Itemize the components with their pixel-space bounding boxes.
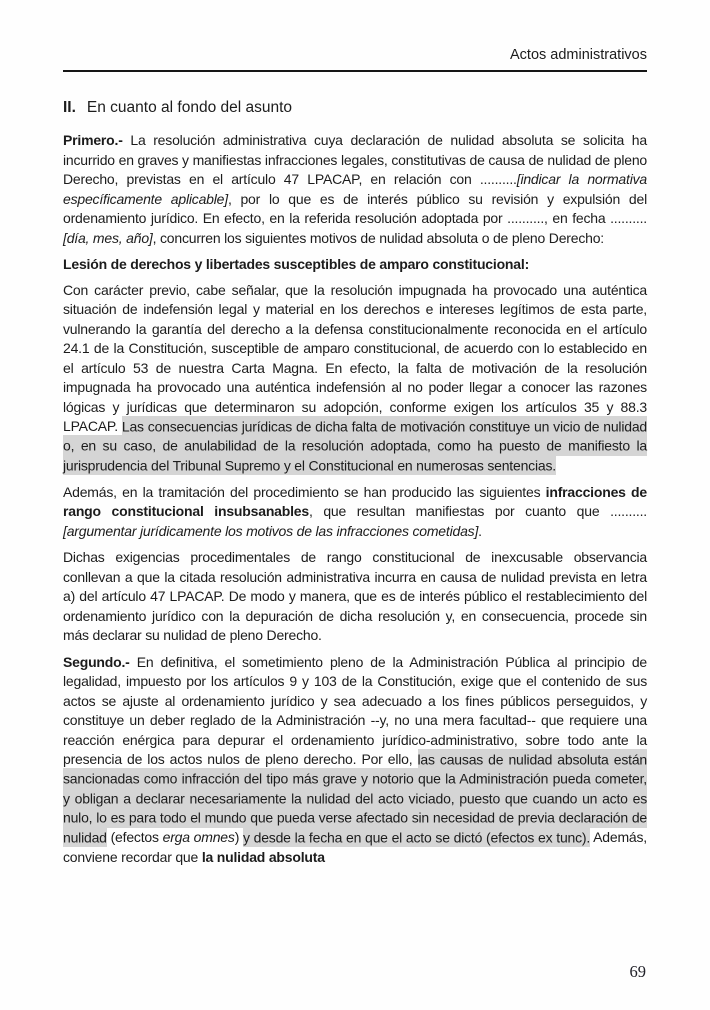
text-segment-bold: Primero.- — [63, 132, 131, 148]
text-segment-normal: En definitiva, el sometimiento pleno de la Administración Pública al principio de legalidad, impuesto por los artículos 9 y 103 de la Constitución, exige que el contenido de sus actos se ajuste al ordenamiento jurídico y sea adecuado a los fines públicos perseguidos, y constituye un deber reglado de la Administración --y, no una mera facultad-- que requiere una reacción enérgica para depurar el ordenamiento jurídico-administrativo, sobre todo ante la presencia de los actos nulos de pleno derecho. Por ello, — [63, 653, 648, 767]
text-segment-normal: , concurren los siguientes motivos de nulidad absoluta o de pleno Derecho: — [152, 229, 604, 246]
text-segment-normal: , que resultan manifiestas por cuanto que .......... — [308, 503, 647, 519]
text-segment-normal: . — [478, 522, 482, 539]
text-segment-normal: Dichas exigencias procedimentales de rango constitucional de inexcusable observancia conllevan a que la citada resolución administrativa incurra en causa de nulidad prevista en letra a) del artículo 47 LPACAP. De modo y manera, que es de interés público el restablecimiento del ordenamiento jurídico con la depuración de dicha resolución y, en consecuencia, procede sin más declarar su nulidad de pleno Derecho. — [63, 549, 647, 643]
text-segment-bold: Segundo.- — [63, 653, 137, 670]
paragraph-segundo — [63, 653, 647, 868]
text-segment-bold: Lesión de derechos y libertades susceptibles de amparo constitucional: — [63, 256, 530, 272]
text-segment-bold: la nulidad absoluta — [201, 848, 325, 865]
text-segment-normal: Además, conviene recordar que — [63, 829, 647, 865]
running-header — [63, 46, 647, 72]
text-segment-normal: La resolución administrativa cuya declaración de nulidad absoluta se solicita ha incurrido en graves y manifiestas infracciones legales, constitutivas de causa de nulidad de pleno Derecho, previstas en el artículo 47 LPACAP, en relación con .......... — [63, 132, 647, 187]
running-header-title: Actos administrativos — [510, 47, 647, 63]
section-title — [63, 98, 647, 117]
paragraph-dichas-exigencias — [63, 548, 647, 646]
text-segment-normal: (efectos — [106, 829, 163, 845]
document-body — [63, 131, 647, 867]
text-segment-italic: [día, mes, año] — [63, 229, 153, 246]
paragraph-con-caracter-previo — [63, 281, 647, 476]
section-title-text: En cuanto al fondo del asunto — [86, 99, 293, 116]
text-segment-italic: [argumentar jurídicamente los motivos de las infracciones cometidas] — [63, 522, 479, 539]
text-segment-highlight: las causas de nulidad absoluta están sancionadas como infracción del tipo más grave y notorio que la Administración pueda cometer, y obligan a declarar necesariamente la nulidad del acto viciado, puesto que cuando un acto es nulo, lo es para todo el mundo que pueda verse afectado sin necesidad de previa declaración de nulidad — [63, 749, 647, 848]
text-segment-highlight: Las consecuencias jurídicas de dicha falta de motivación constituye un vicio de nulidad o, en su caso, de anulabilidad de la resolución adoptada, como ha puesto de manifiesto la jurisprudencia del Tribunal Supremo y el Constitucional en numerosas sentencias. — [63, 416, 647, 476]
text-segment-normal: Con carácter previo, cabe señalar, que la resolución impugnada ha provocado una auténtica situación de indefensión legal y material en los derechos e intereses legítimos de esta parte, vulnerando la garantía del derecho a la defensa constitucionalmente reconocida en el artículo 24.1 de la Constitución, susceptible de amparo constitucional, de acuerdo con lo establecido en el artículo 53 de nuestra Carta Magna. En efecto, la falta de motivación de la resolución impugnada ha provocado una auténtica indefensión al no poder llegar a conocer las razones lógicas y jurídicas que determinaron su adopción, conforme exigen los artículos 35 y 88.3 LPACAP. — [63, 281, 647, 434]
section-numeral: II. — [63, 99, 76, 116]
text-segment-normal: , por lo que es de interés público su revisión y expulsión del ordenamiento jurídico. En efecto, en la referida resolución adoptada por .........., en fecha .......... — [63, 190, 647, 226]
text-segment-highlight: y desde la fecha en que el acto se dictó (efectos ex tunc). — [243, 827, 590, 848]
text-segment-normal: Además, en la tramitación del procedimiento se han producido las siguientes — [63, 483, 546, 500]
text-segment-italic: erga omnes — [162, 829, 235, 845]
text-block — [63, 46, 647, 874]
text-segment-italic: [indicar la normativa específicamente aplicable] — [63, 171, 648, 207]
paragraph-primero — [63, 131, 647, 248]
heading-lesion-derechos — [63, 255, 647, 275]
page-number: 69 — [629, 962, 646, 981]
text-segment-bold: infracciones de rango constitucional insubsanables — [63, 483, 647, 519]
text-segment-normal: ) — [234, 829, 243, 845]
paragraph-ademas-tramitacion — [63, 483, 647, 542]
